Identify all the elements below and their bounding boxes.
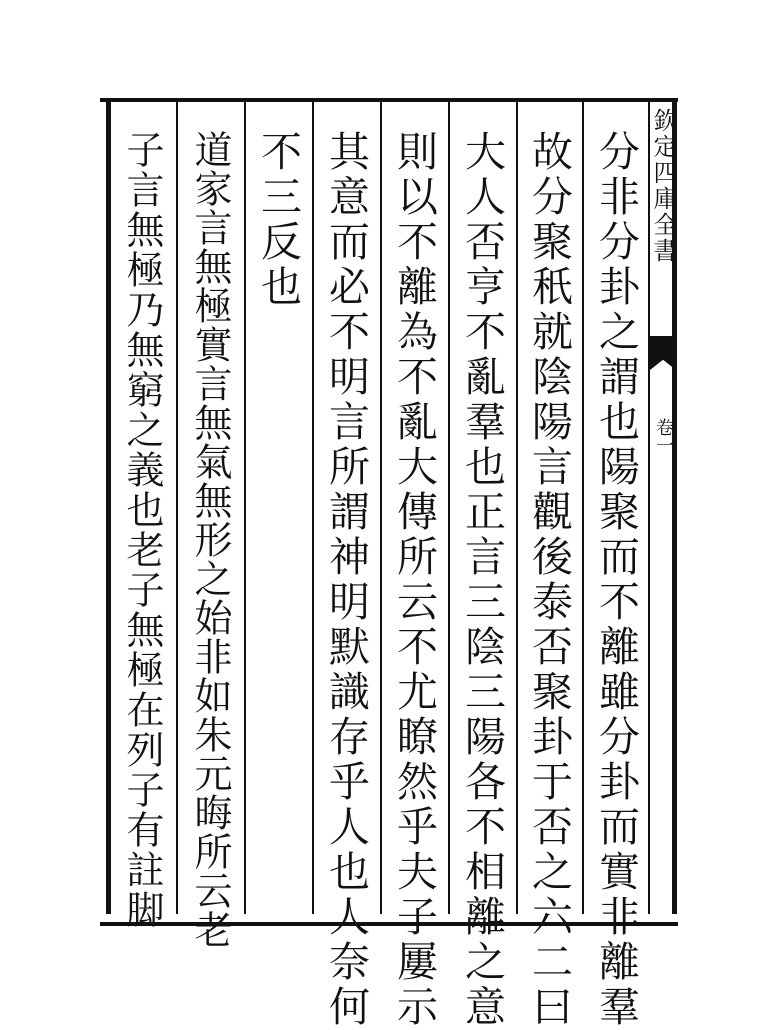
column-rule	[380, 102, 382, 914]
text-column-4: 則以不離為不亂大傳所云不尤瞭然乎夫子屢示	[390, 130, 438, 1030]
text-column-7: 道家言無極實言無氣無形之始非如朱元晦所云老	[188, 130, 232, 949]
text-column-2: 故分聚秖就陰陽言觀後泰否聚卦于否之六二曰	[525, 130, 573, 1030]
column-rule	[176, 102, 178, 914]
column-rule	[312, 102, 314, 914]
margin-volume-label: 卷一	[653, 418, 674, 454]
text-column-8: 子言無極乃無窮之義也老子無極在列子有註脚	[120, 130, 164, 930]
text-column-6: 不三反也	[254, 130, 302, 310]
margin-book-title: 欽定四庫全書	[649, 108, 677, 264]
column-rule	[244, 102, 246, 914]
column-rule	[582, 102, 584, 914]
column-rule	[448, 102, 450, 914]
text-column-5: 其意而必不明言所謂神明默識存乎人也人奈何	[322, 130, 370, 1030]
text-column-3: 大人否亨不亂羣也正言三陰三陽各不相離之意	[458, 130, 506, 1030]
text-column-1: 分非分卦之謂也陽聚而不離雖分卦而實非離羣	[592, 130, 640, 1030]
